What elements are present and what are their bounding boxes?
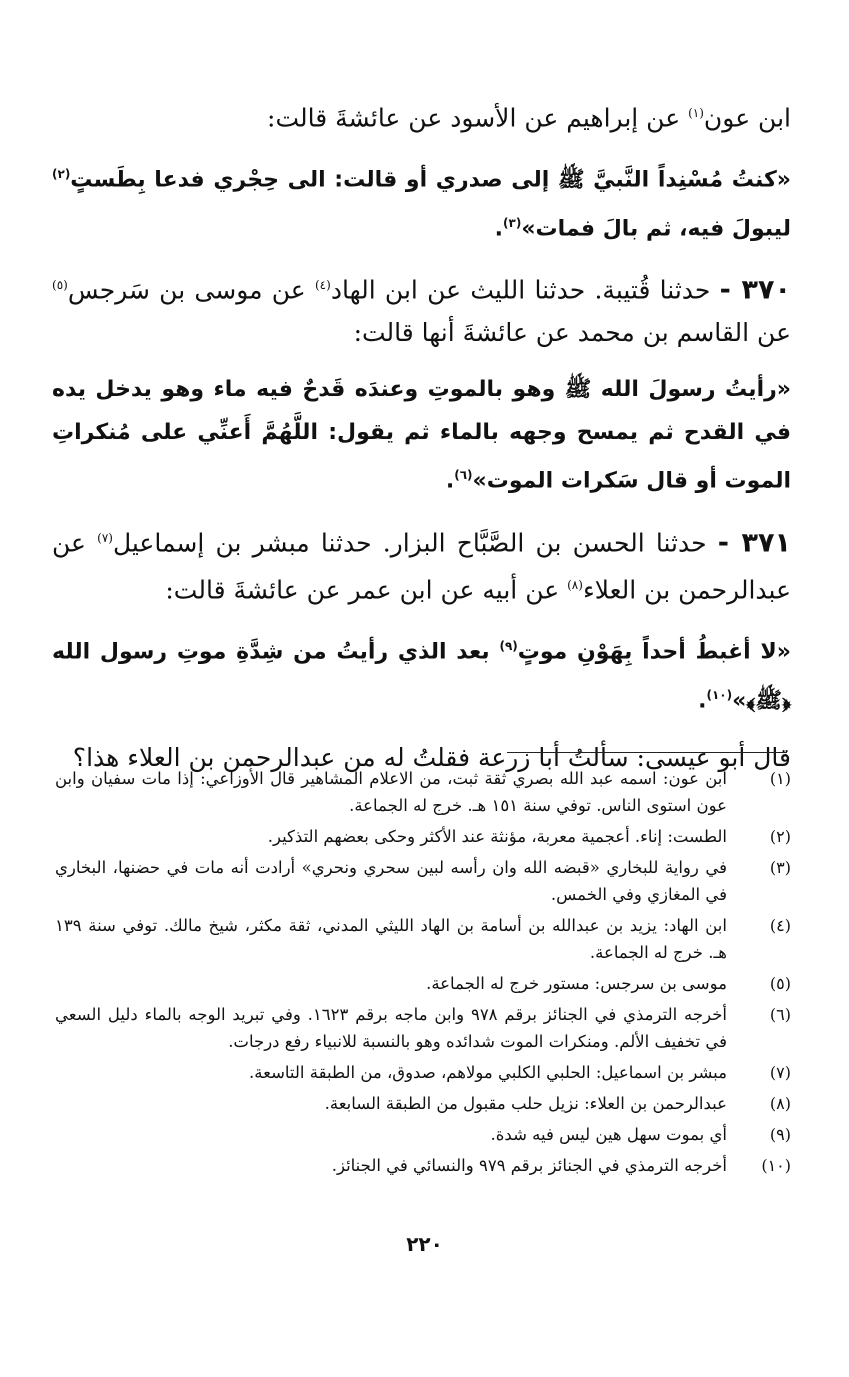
hadith-text-371 [52,625,791,722]
text-span: حدثنا قُتيبة. حدثنا الليث عن ابن الهاد [330,275,720,305]
footnote-number: (٧) [769,1063,791,1082]
footnote-number: (٤) [769,916,791,935]
text-span: «رأيتُ رسولَ الله ﷺ وهو بالموتِ وعندَه قَدحٌ فيه ماء وهو يدخل يده في القدح ثم يمسح وجهه بالماء ثم يقول: اللَّهُمَّ أَعنِّي على مُنكراتِ الموت أو قال سَكرات الموت» [52,377,791,494]
footnote-text: أخرجه الترمذي في الجنائز برقم ٩٧٩ والنسائي في الجنائز. [331,1156,727,1175]
text-span: عن إبراهيم عن الأسود عن عائشةَ قالت: [267,103,689,133]
text-span: عن أبيه عن ابن عمر عن عائشةَ قالت: [165,575,568,605]
footnote-1 [55,765,791,819]
footnote-8 [55,1090,791,1117]
text-span: عن موسى بن سَرجس [67,275,315,305]
text-span: «كنتُ مُسْنِداً النَّبيَّ ﷺ إلى صدري أو قالت: الى حِجْري فدعا بِطَستٍ [70,167,791,193]
text-span: حدثنا الحسن بن الصَّبَّاح البزار. حدثنا مبشر بن إسماعيل [112,527,718,557]
footnote-7 [55,1059,791,1086]
footnote-5 [55,970,791,997]
footnote-2 [55,823,791,850]
footnote-ref[interactable]: (١) [688,106,704,120]
text-span: . [494,215,504,241]
hadith-371-isnad [52,517,791,612]
isnad-paragraph-1 [52,92,791,139]
footnote-text: الطست: إناء. أعجمية معربة، مؤنثة عند الأكثر وحكى بعضهم التذكير. [267,827,727,846]
footnote-ref[interactable]: (٣) [503,215,522,230]
footnote-separator [507,752,787,753]
footnote-ref[interactable]: (٩) [499,639,518,654]
footnote-ref[interactable]: (٢) [52,167,71,182]
text-span: ابن عون [703,103,791,133]
text-span: عن عبدالرحمن بن العلاء [52,527,791,605]
footnote-9 [55,1121,791,1148]
footnote-ref[interactable]: (٨) [567,577,583,592]
footnote-10 [55,1152,791,1179]
footnote-3 [55,854,791,908]
page-number: ٢٢٠ [406,1232,443,1256]
footnote-text: في رواية للبخاري «قبضه الله وان رأسه لبين سحري ونحري» أرادت أنه مات في حضنها، البخاري في المغازي وفي الخمس. [55,858,727,904]
footnote-number: (١) [769,769,791,788]
footnote-text: أخرجه الترمذي في الجنائز برقم ٩٧٨ وابن ماجه برقم ١٦٢٣. وفي تبريد الوجه بالماء دليل السعي في تخفيف الألم. ومنكرات الموت شدائده وهو بالنسبة للانبياء رفع درجات. [55,1005,727,1051]
footnote-number: (١٠) [761,1156,791,1175]
abu-isa-question: قال أبو عيسى: سألتُ أبا زرعة فقلتُ له من عبدالرحمن بن العلاء هذا؟ [72,742,791,772]
footnote-number: (٢) [769,827,791,846]
footnote-text: موسى بن سرجس: مستور خرج له الجماعة. [426,974,727,993]
footnote-text: ابن الهاد: يزيد بن عبدالله بن أسامة بن الهاد الليثي المدني، ثقة مكثر، شيخ مالك. توفي سنة ١٣٩ هـ. خرج له الجماعة. [55,916,727,962]
hadith-number: ٣٧٠ - [719,274,791,306]
footnote-text: عبدالرحمن بن العلاء: نزيل حلب مقبول من الطبقة السابعة. [324,1094,727,1113]
text-span: بعد الذي رأيتُ من شِدَّةِ موتِ رسول الله ﴿ﷺ﴾» [52,639,791,713]
hadith-370-isnad [52,264,791,354]
footnote-number: (٩) [769,1125,791,1144]
hadith-number: ٣٧١ - [717,526,791,558]
footnotes [55,765,791,1183]
footnote-number: (٥) [769,974,791,993]
text-span: عن القاسم بن محمد عن عائشةَ أنها قالت: [353,318,791,348]
hadith-text-370 [52,368,791,502]
text-span: . [698,687,707,713]
main-text [52,92,791,793]
footnote-ref[interactable]: (٤) [314,277,331,292]
footnote-6 [55,1001,791,1055]
footnote-ref[interactable]: (٧) [97,530,113,545]
footnote-ref[interactable]: (٦) [454,468,473,483]
text-span: . [445,468,455,494]
footnote-number: (٦) [769,1005,791,1024]
footnote-ref[interactable]: (١٠) [706,687,733,702]
hadith-text-1 [52,153,791,250]
text-span: ليبولَ فيه، ثم بالَ فمات» [521,215,791,241]
footnote-text: مبشر بن اسماعيل: الحلبي الكلبي مولاهم، صدوق، من الطبقة التاسعة. [249,1063,727,1082]
footnote-ref[interactable]: (٥) [52,277,68,292]
footnote-text: أي بموت سهل هين ليس فيه شدة. [490,1125,727,1144]
text-span: «لا أغبطُ أحداً بِهَوْنِ موتٍ [517,639,791,665]
footnote-text: ابن عون: اسمه عبد الله بصري ثقة ثبت، من الاعلام المشاهير قال الأوزاعي: إذا مات سفيان وابن عون استوى الناس. توفي سنة ١٥١ هـ. خرج له الجماعة. [55,769,727,815]
footnote-number: (٣) [769,858,791,877]
footnote-4 [55,912,791,966]
footnote-number: (٨) [769,1094,791,1113]
